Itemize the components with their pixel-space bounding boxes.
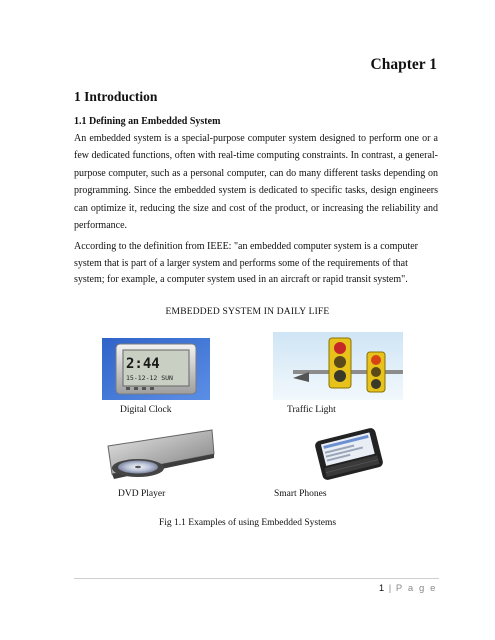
paragraph-definition: An embedded system is a special-purpose computer system designed to perform one or a few dedicated functions, often with real-time computing constraints. In contrast, a general-purpose computer, such as a personal computer, can do many different tasks depending on programming. Since the embedded system is dedicated to specific tasks, design engineers can optimize it, reducing the size and cost of the product, or increasing the reliability and performance.: [74, 133, 438, 232]
digital-clock-caption: Digital Clock: [120, 405, 172, 415]
dvd-player-image: [102, 424, 218, 484]
footer-separator: |: [388, 583, 392, 594]
smart-phones-caption: Smart Phones: [274, 489, 327, 499]
figure-caption: Fig 1.1 Examples of using Embedded Systems: [158, 518, 337, 528]
page-number: 1: [378, 583, 385, 594]
page-footer: [379, 583, 437, 594]
smart-phone-image: [308, 424, 390, 484]
footer-divider: [74, 578, 439, 579]
clock-time-text: 2:44: [126, 356, 160, 372]
clock-date-text: 15-12-12 SUN: [126, 374, 173, 382]
traffic-light-image: [273, 332, 403, 400]
figure-title: EMBEDDED SYSTEM IN DAILY LIFE: [165, 307, 330, 317]
section-heading: 1 Introduction: [74, 89, 158, 104]
traffic-light-caption: Traffic Light: [287, 405, 336, 415]
dvd-player-caption: DVD Player: [118, 489, 166, 499]
page-label: P a g e: [395, 583, 437, 594]
paragraph-ieee-definition: According to the definition from IEEE: "an embedded computer system is a computer system that is part of a larger system and performs some of the requirements of that system; for example, a computer system used in an aircraft or rapid transit system".: [74, 241, 418, 285]
chapter-heading: Chapter 1: [370, 56, 437, 73]
digital-clock-image: [102, 338, 210, 400]
subsection-heading: 1.1 Defining an Embedded System: [74, 116, 221, 127]
